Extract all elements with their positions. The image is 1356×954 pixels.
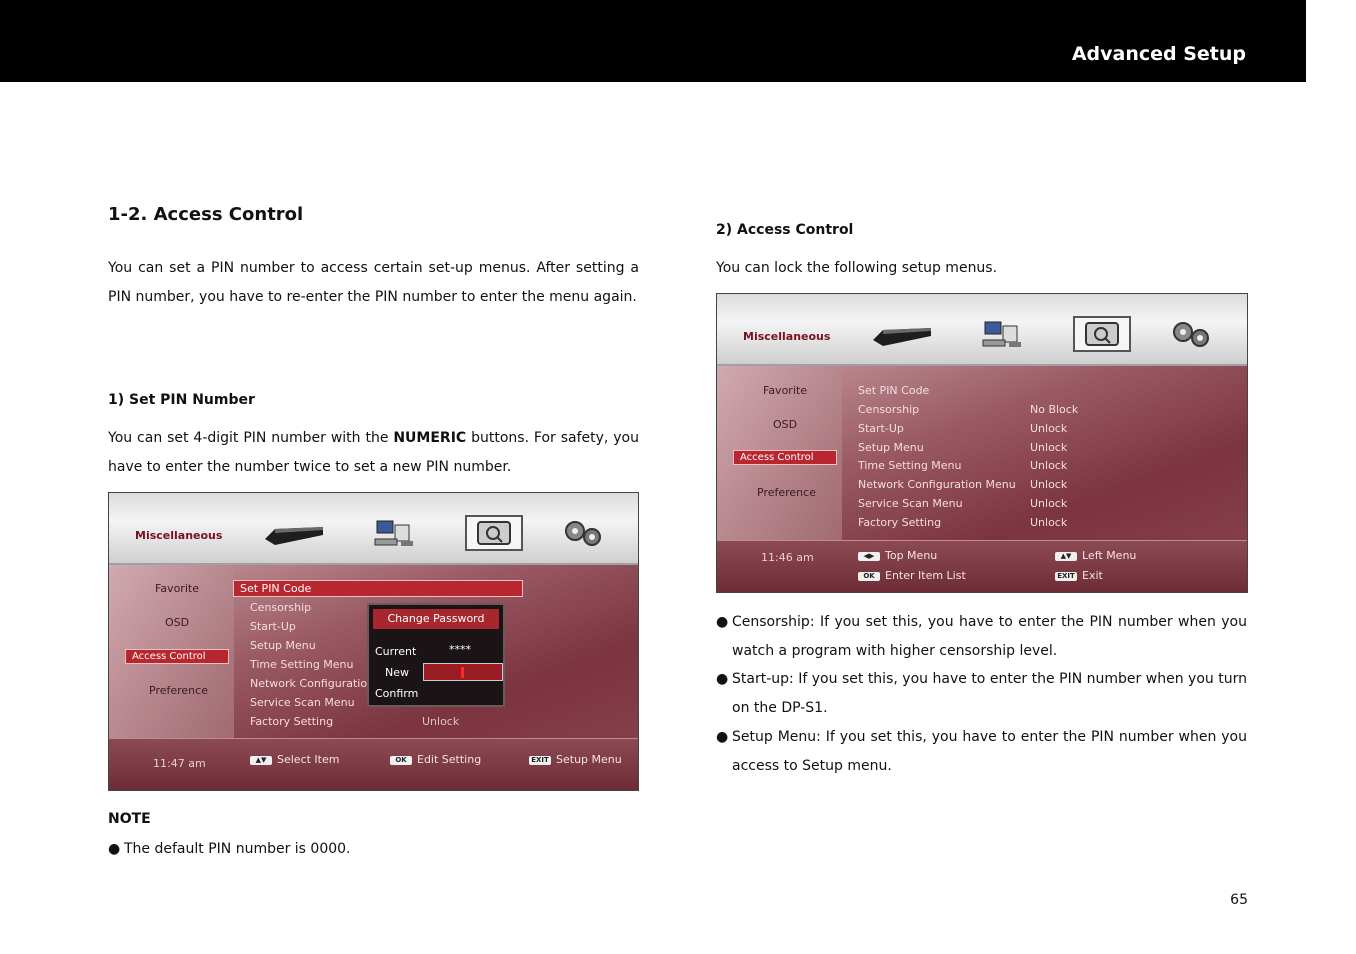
left-item-preference: Preference: [757, 486, 816, 499]
key-ok: OK: [858, 572, 880, 581]
value-censorship: No Block: [1030, 403, 1079, 416]
footer-hint-2-label: Left Menu: [1082, 549, 1137, 562]
menu-item-censorship: Censorship: [250, 601, 312, 614]
value-service-scan: Unlock: [1030, 497, 1068, 510]
left-item-access-control: Access Control: [125, 649, 229, 664]
tv-icon-frame: [465, 515, 523, 551]
bullet-text: Setup Menu: If you set this, you have to enter the PIN number when you access to Setup menu.: [732, 729, 1247, 774]
popup-new-label: New: [385, 666, 409, 679]
bullet-text: Censorship: If you set this, you have to enter the PIN number when you watch a program with higher censorship level.: [732, 614, 1247, 659]
value-startup: Unlock: [1030, 422, 1068, 435]
key-updown: ▲▼: [250, 756, 272, 765]
popup-title: Change Password: [373, 609, 499, 629]
key-exit: EXIT: [529, 756, 551, 765]
popup-current-label: Current: [375, 645, 417, 658]
bullet-setup-menu: [716, 723, 1247, 781]
footer-hint-2-label: Edit Setting: [417, 753, 482, 766]
value-setup-menu: Unlock: [1030, 441, 1068, 454]
tv-top-bar: [717, 294, 1247, 366]
footer-hint-1-label: Select Item: [277, 753, 340, 766]
popup-confirm-label: Confirm: [375, 687, 419, 700]
menu-item-setup-menu: Setup Menu: [250, 639, 316, 652]
value-time-setting: Unlock: [1030, 459, 1068, 472]
tv-footer: [109, 738, 638, 790]
screenshot-access-control: [716, 293, 1248, 593]
menu-item-set-pin: Set PIN Code: [233, 580, 523, 597]
menu-item-startup: Start-Up: [250, 620, 296, 633]
popup-new-field: [423, 663, 503, 681]
footer-hint-1: [250, 753, 339, 766]
menu-item-network: Network Configuration Menu: [858, 478, 1016, 491]
left-item-favorite: Favorite: [763, 384, 807, 397]
bullet-text: Start-up: If you set this, you have to enter the PIN number when you turn on the DP-S1.: [732, 671, 1247, 716]
header-title: Advanced Setup: [1071, 43, 1246, 65]
bullet-startup: [716, 665, 1247, 723]
key-exit: EXIT: [1055, 572, 1077, 581]
menu-item-network: Network Configuratio: [250, 677, 368, 690]
popup-current-value: ****: [449, 643, 471, 656]
tv-body: [717, 366, 1247, 592]
numeric-keyword: NUMERIC: [393, 430, 467, 446]
note-heading: NOTE: [108, 811, 151, 827]
left-item-access-control: Access Control: [733, 450, 837, 465]
set-pin-text: [108, 424, 639, 482]
footer-hint-1-label: Top Menu: [885, 549, 938, 562]
clock-time: 11:47 am: [153, 757, 206, 770]
menu-item-startup: Start-Up: [858, 422, 904, 435]
left-item-favorite: Favorite: [155, 582, 199, 595]
key-updown: ▲▼: [1055, 552, 1077, 561]
menu-item-set-pin: Set PIN Code: [858, 384, 930, 397]
menu-item-factory: Factory Setting: [250, 715, 334, 728]
key-leftright: ◀▶: [858, 552, 880, 561]
footer-hint-2: [390, 753, 481, 766]
header-bar: [0, 0, 1306, 82]
gears-icon: [559, 515, 607, 551]
footer-hint-3-label: Enter Item List: [885, 569, 966, 582]
value-factory: Unlock: [1030, 516, 1068, 529]
tv-screen-icon: [475, 520, 513, 548]
access-control-heading: 2) Access Control: [716, 222, 854, 238]
bullet-icon: ●: [108, 841, 121, 857]
left-item-osd: OSD: [773, 418, 798, 431]
menu-item-time-setting: Time Setting Menu: [858, 459, 962, 472]
page-number: 65: [1230, 892, 1248, 908]
bullet-icon: ●: [716, 729, 729, 745]
footer-hint-2: [1055, 549, 1136, 562]
menu-item-service-scan: Service Scan Menu: [858, 497, 963, 510]
menu-item-time-setting: Time Setting Menu: [250, 658, 354, 671]
footer-hint-3: [858, 569, 966, 582]
access-control-intro: You can lock the following setup menus.: [716, 260, 998, 276]
bullet-icon: ●: [716, 614, 729, 630]
tv-screen-icon: [1083, 321, 1121, 349]
network-icon: [979, 316, 1027, 352]
category-title: Miscellaneous: [743, 330, 831, 343]
section-title: 1-2. Access Control: [108, 204, 304, 225]
menu-item-service-scan: Service Scan Menu: [250, 696, 355, 709]
section-intro: You can set a PIN number to access certain set-up menus. After setting a PIN number, you have to re-enter the PIN number to enter the menu again.: [108, 260, 639, 305]
set-pin-text-2: buttons. For safety, you have to enter the number twice to set a new PIN number.: [108, 430, 639, 475]
footer-hint-4: [1055, 569, 1103, 582]
gears-icon: [1167, 316, 1215, 352]
menu-item-censorship: Censorship: [858, 403, 920, 416]
tv-body: [109, 565, 638, 790]
network-icon: [371, 515, 419, 551]
value-network: Unlock: [1030, 478, 1068, 491]
left-item-osd: OSD: [165, 616, 190, 629]
factory-value: Unlock: [422, 715, 460, 728]
tv-top-bar: [109, 493, 638, 565]
change-password-popup: [367, 603, 505, 707]
note-text: The default PIN number is 0000.: [124, 841, 351, 857]
set-pin-text-1: You can set 4-digit PIN number with the: [108, 430, 394, 446]
menu-item-factory: Factory Setting: [858, 516, 942, 529]
category-title: Miscellaneous: [135, 529, 223, 542]
footer-hint-3-label: Setup Menu: [556, 753, 622, 766]
footer-hint-3: [529, 753, 622, 766]
set-pin-heading: 1) Set PIN Number: [108, 392, 255, 408]
footer-hint-1: [858, 549, 937, 562]
settopbox-icon: [869, 318, 935, 354]
menu-item-setup-menu: Setup Menu: [858, 441, 924, 454]
tv-icon-frame: [1073, 316, 1131, 352]
tv-footer: [717, 540, 1247, 592]
left-item-preference: Preference: [149, 684, 208, 697]
screenshot-set-pin: [108, 492, 639, 791]
footer-hint-4-label: Exit: [1082, 569, 1103, 582]
text-cursor: [461, 667, 464, 678]
note-item: [108, 835, 639, 864]
bullet-censorship: [716, 608, 1247, 666]
clock-time: 11:46 am: [761, 551, 814, 564]
bullet-icon: ●: [716, 671, 729, 687]
key-ok: OK: [390, 756, 412, 765]
settopbox-icon: [261, 517, 327, 553]
